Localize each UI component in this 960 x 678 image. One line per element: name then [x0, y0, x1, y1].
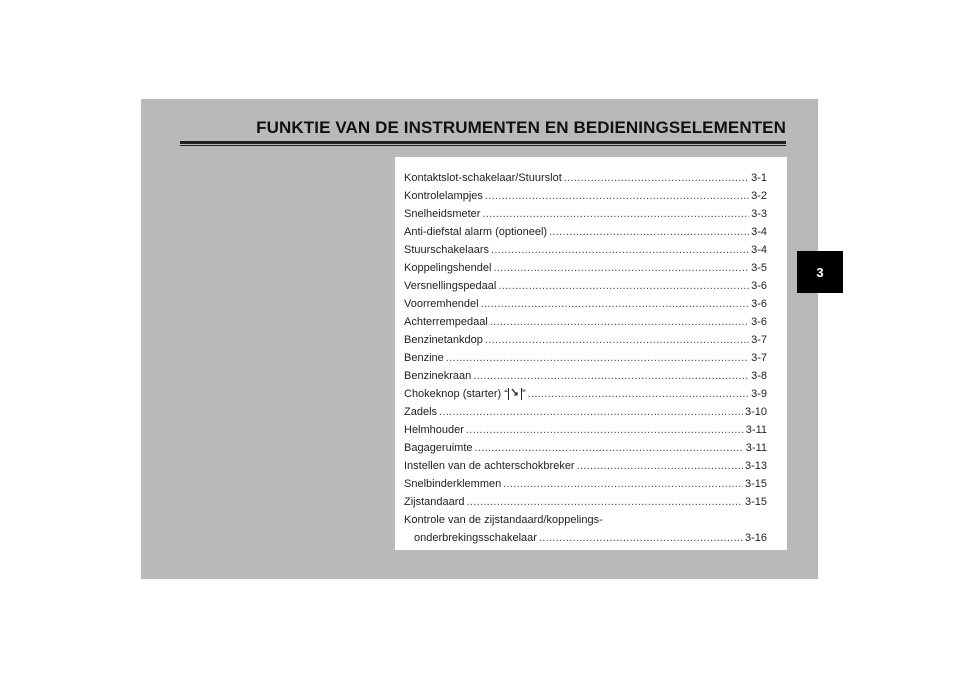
toc-item-bagageruimte[interactable]: Bagageruimte ..... 3-11: [404, 439, 767, 457]
toc-item-kontrolelampjes[interactable]: Kontrolelampjes ..... 3-2: [404, 187, 767, 205]
toc-item-achterrempedaal[interactable]: Achterrempedaal ..... 3-6: [404, 313, 767, 331]
toc-item-stuurschakelaars[interactable]: Stuurschakelaars ..... 3-4: [404, 241, 767, 259]
starter-choke-icon: [508, 388, 522, 400]
toc-list: [404, 169, 767, 547]
toc-item-benzinetankdop[interactable]: Benzinetankdop ..... 3-7: [404, 331, 767, 349]
toc-item-helmhouder[interactable]: Helmhouder ..... 3-11: [404, 421, 767, 439]
chapter-title: FUNKTIE VAN DE INSTRUMENTEN EN BEDIENINGSELEMENTEN: [256, 118, 786, 137]
toc-item-kontrole-zijstandaard[interactable]: Kontrole van de zijstandaard/koppelings- onderbrekingsschakelaar ..... 3-16: [404, 511, 767, 547]
toc-item-benzine[interactable]: Benzine ..... 3-7: [404, 349, 767, 367]
toc-item-voorremhendel[interactable]: Voorremhendel ..... 3-6: [404, 295, 767, 313]
toc-item-kontaktslot[interactable]: Kontaktslot-schakelaar/Stuurslot ..... 3-1: [404, 169, 767, 187]
toc-item-snelbinderklemmen[interactable]: Snelbinderklemmen ..... 3-15: [404, 475, 767, 493]
toc-item-zadels[interactable]: Zadels ..... 3-10: [404, 403, 767, 421]
chapter-tab[interactable]: 3: [797, 251, 843, 293]
toc-item-benzinekraan[interactable]: Benzinekraan ..... 3-8: [404, 367, 767, 385]
toc-item-koppelingshendel[interactable]: Koppelingshendel ..... 3-5: [404, 259, 767, 277]
title-rule: [180, 141, 786, 146]
table-of-contents: [395, 157, 787, 550]
toc-item-anti-diefstal[interactable]: Anti-diefstal alarm (optioneel) ..... 3-4: [404, 223, 767, 241]
toc-item-versnellingspedaal[interactable]: Versnellingspedaal ..... 3-6: [404, 277, 767, 295]
toc-item-snelheidsmeter[interactable]: Snelheidsmeter ..... 3-3: [404, 205, 767, 223]
toc-item-chokeknop[interactable]: Chokeknop (starter) “ ” ..... 3-9: [404, 385, 767, 403]
toc-item-achterschokbreker[interactable]: Instellen van de achterschokbreker ..... 3-13: [404, 457, 767, 475]
toc-item-zijstandaard[interactable]: Zijstandaard ..... 3-15: [404, 493, 767, 511]
